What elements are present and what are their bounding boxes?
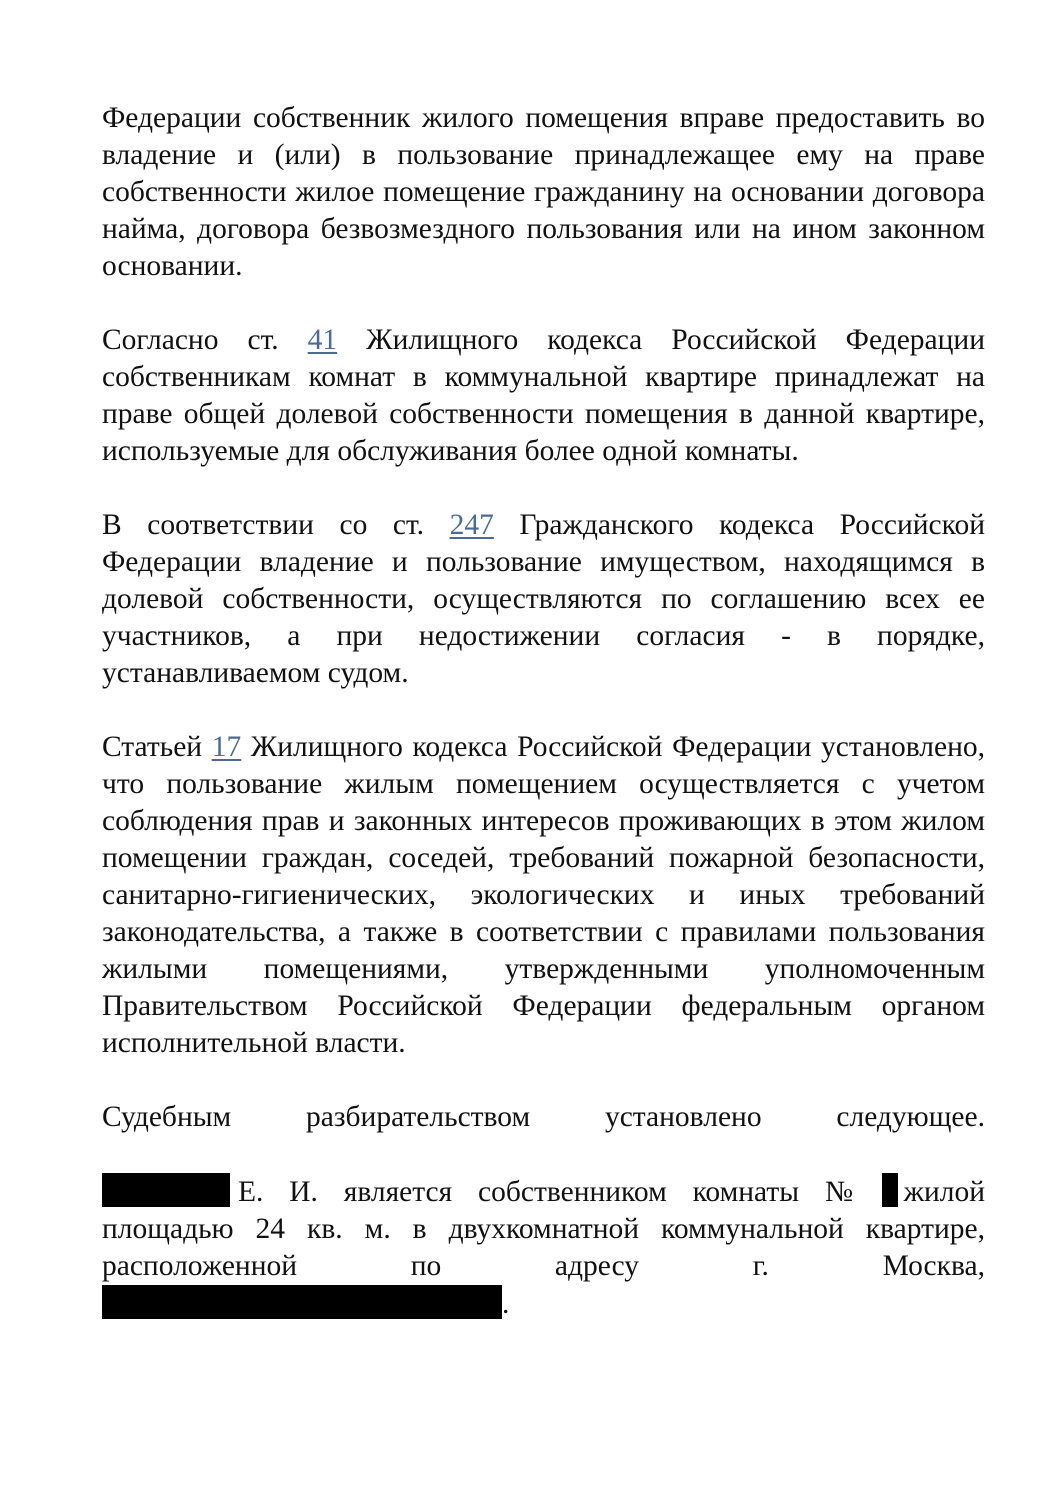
paragraph-4: [102, 729, 985, 1062]
article-247-link[interactable]: 247: [449, 509, 494, 541]
owner-statement: Е. И. является собственником комнаты №: [238, 1176, 872, 1208]
paragraph-6: [102, 1173, 985, 1323]
paragraph-3-before: В соответствии со ст.: [102, 509, 450, 541]
paragraph-3: [102, 507, 985, 692]
article-41-link[interactable]: 41: [307, 324, 338, 356]
paragraph-1-text: Федерации собственник жилого помещения вправе предоставить во владение и (или) в пользование принадлежащее ему на праве собственности жилое помещение гражданину на основании договора найма, договора безвозмездного пользования или на ином законном основании.: [102, 102, 985, 282]
owner-statement-end: жилой: [903, 1176, 985, 1208]
redacted-room-number: [882, 1173, 898, 1207]
paragraph-1: [102, 100, 985, 285]
paragraph-6-line-3: расположенной по адресу г. Москва,: [102, 1250, 985, 1282]
paragraph-2-before: Согласно ст.: [102, 324, 308, 356]
paragraph-6-period: .: [502, 1288, 510, 1320]
paragraph-5: [102, 1099, 985, 1136]
paragraph-6-line-2: площадью 24 кв. м. в двухкомнатной коммунальной квартире,: [102, 1213, 985, 1245]
paragraph-2: [102, 322, 985, 470]
paragraph-4-after: Жилищного кодекса Российской Федерации установлено, что пользование жилым помещением осуществляется с учетом соблюдения прав и законных интересов проживающих в этом жилом помещении граждан, соседей, требований пожарной безопасности, санитарно-гигиенических, экологических и иных требований законодательства, а также в соответствии с правилами пользования жилыми помещениями, утвержденными уполномоченным Правительством Российской Федерации федеральным органом исполнительной власти.: [102, 731, 985, 1059]
paragraph-3-after: Гражданского кодекса Российской Федерации владение и пользование имуществом, находящимся в долевой собственности, осуществляются по соглашению всех ее участников, а при недостижении согласия - в порядке, устанавливаемом судом.: [102, 509, 985, 689]
paragraph-6-line-4: [102, 1285, 985, 1323]
redacted-surname: [102, 1173, 230, 1207]
document-page: [102, 100, 985, 1323]
article-17-link[interactable]: 17: [211, 731, 242, 763]
paragraph-4-before: Статьей: [102, 731, 212, 763]
paragraph-2-after: Жилищного кодекса Российской Федерации собственникам комнат в коммунальной квартире принадлежат на праве общей долевой собственности помещения в данной квартире, используемые для обслуживания более одной комнаты.: [102, 324, 985, 467]
redacted-address: [102, 1285, 502, 1319]
paragraph-6-line-1: [102, 1173, 985, 1211]
paragraph-5-text: Судебным разбирательством установлено следующее.: [102, 1101, 985, 1133]
